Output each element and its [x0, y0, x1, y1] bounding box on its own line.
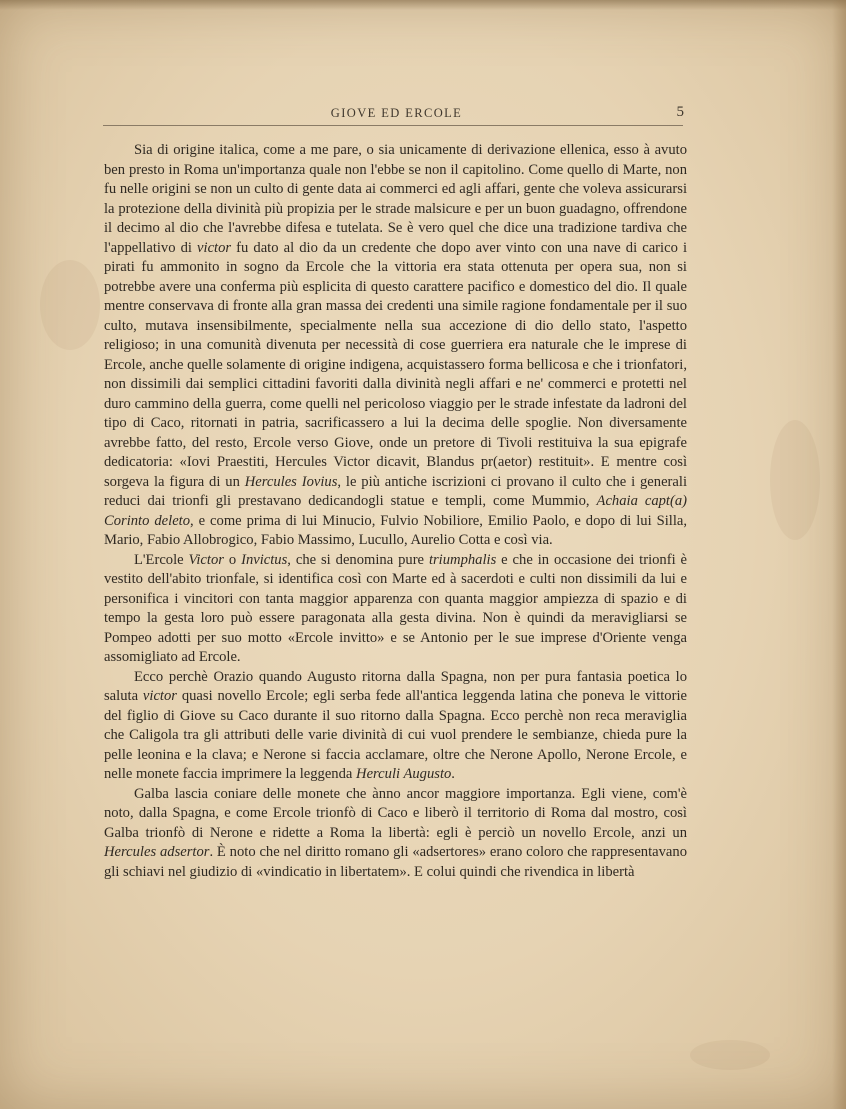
running-title: GIOVE ED ERCOLE: [330, 106, 463, 120]
text-segment: Sia di origine italica, come a me pare, o sia unicamente di derivazione ellenica, esso à avuto ben presto in Roma un'importanza quale non l'ebbe se non il capitolino. Come quello di Marte, non fu nelle origini se non un culto di gente data ai commerci ed agli affari, gente che voleva assicurarsi la protezione della divinità più propizia per le strade malsicure e per un buon guadagno, offrendone il decimo al dio che l'avrebbe difesa e tutelata. Se è vero quel che dice una tradizione tardiva che l'appellativo di: [104, 142, 687, 256]
text-segment: L'Ercole: [134, 551, 189, 568]
text-segment: e che in occasione dei trionfi è vestito dell'abito trionfale, si identifica così con Marte ed à sacerdoti e culti non dissimili da lui e personifica i vincitori con tanta maggior apparenza con quanta maggior ampiezza di spazio e di tempo la gesta loro può essere paragonata alla gesta divina. Non è quindi da meravigliarsi se Pompeo adotti per suo motto «Ercole invitto» e se Antonio per le sue imprese d'Oriente venga assomigliato ad Ercole.: [104, 551, 688, 665]
italic-segment: Herculi Augusto: [356, 766, 452, 782]
text-segment: o: [223, 551, 242, 568]
italic-segment: Achaia capt(a) Corinto deleto: [104, 493, 687, 529]
paper-stain: [40, 260, 100, 350]
text-segment: , le più antiche iscrizioni ci provano il culto che i generali reduci dai trionfi gli prestavano dedicandogli statue e templi, come Mummio,: [104, 473, 688, 509]
page-top-edge-shadow: [0, 0, 846, 10]
text-segment: fu dato al dio da un credente che dopo aver vinto con una nave di carico i pirati fu ammonito in sogno da Ercole che la vittoria era stata ottenuta per opera sua, non si potrebbe avere una conferma più esplicita di questo carattere pacifico e domestico del dio. Il quale mentre conservava di fronte alla gran massa dei credenti una simile ragione fondamentale per il suo culto, mutava insensibilmente, specialmente nella sua accezione di dio dello stato, l'aspetto religioso; in una comunità divenuta per necessità di cose guerriera era naturale che le imprese di Ercole, anche quelle solamente di origine indigena, acquistassero forma bellicosa e che i trionfatori, non dissimili dai semplici cittadini favoriti dalla divinità negli affari e ne' commerci e protetti nel duro cammino della guerra, come quelli nel pericoloso viaggio per le strade infestate da ladroni del tipo di Caco, ritornati in patria, sacrificassero a lui la decima delle spoglie. Non diversamente avrebbe fatto, del resto, Ercole verso Giove, onde un pretore di Tivoli restituiva la sua epigrafe dedicatoria: «Iovi Praestiti, Hercules Victor dicavit, Blandus pr(aetor) restituit». E mentre così sorgeva la figura di un: [104, 239, 687, 490]
italic-segment: triumphalis: [428, 551, 497, 568]
italic-segment: Hercules Iovius: [244, 473, 338, 490]
italic-segment: Victor: [188, 551, 224, 568]
text-segment: Galba lascia coniare delle monete che ànno ancor maggiore importanza. Egli viene, com'è noto, dalla Spagna, e come Ercole trionfò di Caco e liberò il territorio di Roma dal mostro, così Galba trionfò di Nerone e ridette a Roma la libertà: egli è perciò un novello Ercole, anzi un: [104, 785, 687, 841]
text-segment: Ecco perchè Orazio quando Augusto ritorna dalla Spagna, non per pura fantasia poetica lo saluta: [104, 668, 687, 704]
text-segment: quasi novello Ercole; egli serba fede all'antica leggenda latina che poneva le vittorie del figlio di Giove su Caco durante il suo ritorno dalla Spagna. Ecco perchè non reca meraviglia che Caligola tra gli attributi delle varie divinità di cui vuol prendere le sembianze, chieda pure la pelle leonina e la clava; e Nerone si faccia acclamare, oltre che Nerone Apollo, Nerone Ercole, e nelle monete faccia imprimere la leggenda: [104, 688, 687, 782]
paper-stain: [770, 420, 820, 540]
paragraph: [104, 141, 687, 551]
paragraph: [104, 551, 687, 668]
text-segment: . È noto che nel diritto romano gli «adsertores» erano coloro che rappresentavano gli schiavi nel giudizio di «vindicatio in libertatem». E colui quindi che rivendica in libertà: [104, 844, 687, 880]
italic-segment: Invictus: [241, 551, 288, 568]
running-head: [103, 104, 690, 126]
paragraph: [104, 785, 687, 883]
italic-segment: Hercules adsertor: [104, 844, 210, 860]
text-segment: , e come prima di lui Minucio, Fulvio Nobiliore, Emilio Paolo, e dopo di lui Silla, Mario, Fabio Allobrogico, Fabio Massimo, Lucullo, Aurelio Cotta e così via.: [104, 512, 687, 548]
paper-stain: [690, 1040, 770, 1070]
page-right-edge-shadow: [832, 0, 846, 1109]
page-number: 5: [676, 104, 684, 120]
italic-segment: victor: [197, 239, 232, 256]
paragraph: [104, 668, 687, 785]
text-segment: , che si denomina pure: [287, 551, 429, 568]
text-segment: .: [451, 766, 455, 782]
header-rule: [103, 125, 683, 126]
italic-segment: victor: [142, 688, 177, 704]
body-text: [104, 141, 687, 882]
